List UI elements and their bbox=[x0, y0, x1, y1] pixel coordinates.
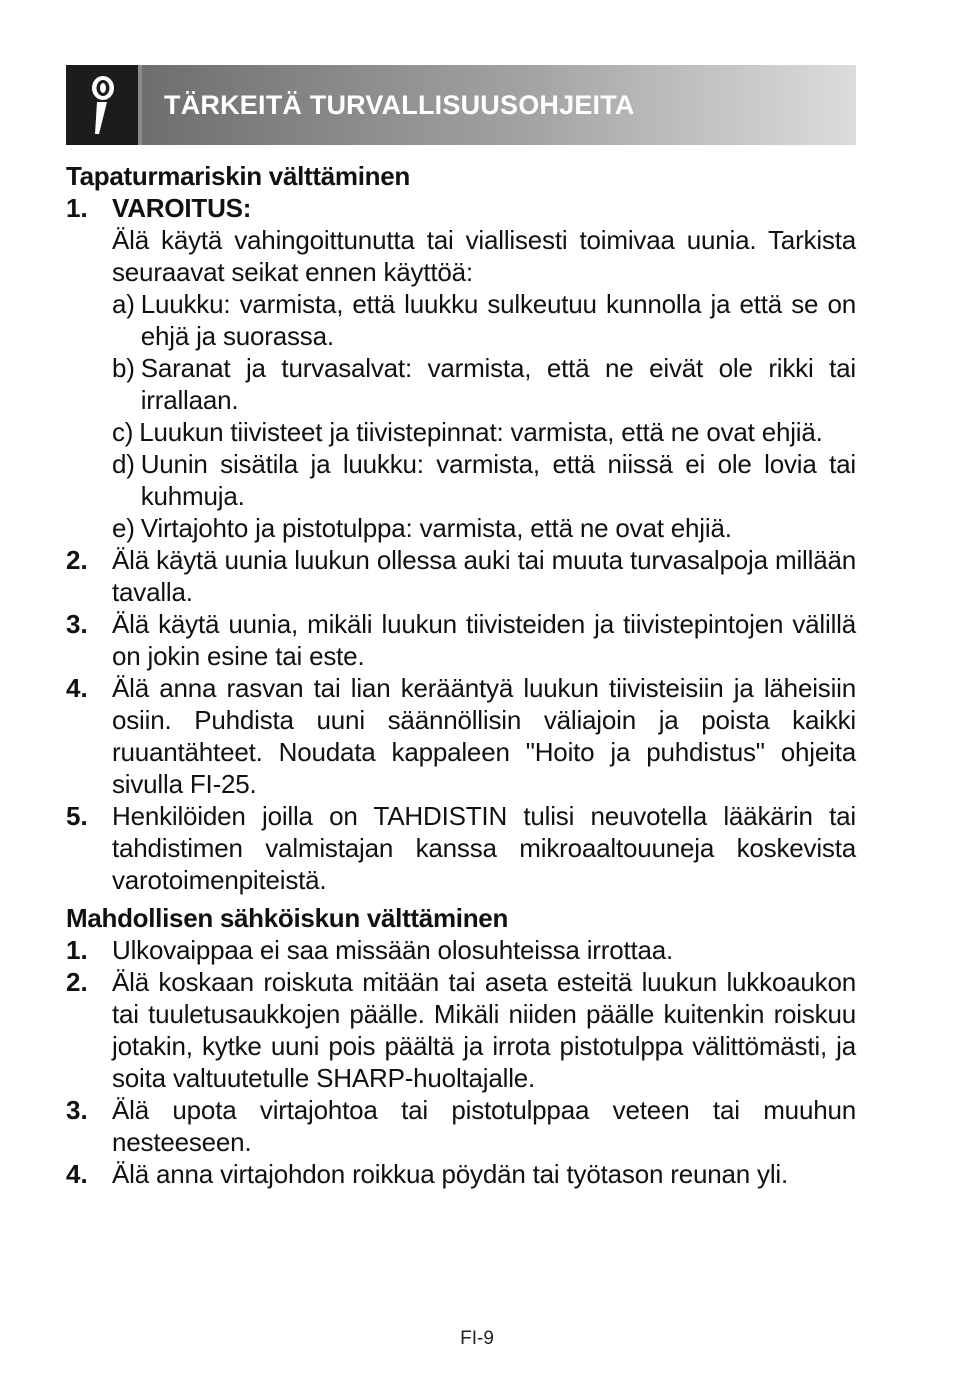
item-number: 1. bbox=[66, 935, 88, 965]
sub-item-text: Luukku: varmista, että luukku sulkeutuu kunnolla ja että se on ehjä ja suorassa. bbox=[140, 289, 856, 351]
accident-list bbox=[66, 192, 856, 896]
item-text: Älä anna rasvan tai lian kerääntyä luukun tiivisteisiin ja läheisiin osiin. Puhdista uuni säännöllisin väliajoin ja poista kaikki ruuantähteet. Noudata kappaleen "Hoito ja puhdistus" ohjeita sivulla FI-25. bbox=[112, 673, 856, 799]
item-text: Älä koskaan roiskuta mitään tai aseta esteitä luukun lukkoaukon tai tuuletusaukkojen päälle. Mikäli niiden päälle kuitenkin roiskuu jotakin, kytke uuni pois päältä ja irrota pistotulppa välittömästi, ja soita valtuutetulle SHARP-huoltajalle. bbox=[112, 967, 856, 1093]
sub-item bbox=[112, 288, 856, 352]
warning-label: VAROITUS: bbox=[112, 193, 252, 223]
list-item bbox=[66, 544, 856, 608]
banner-icon-box bbox=[66, 65, 142, 145]
item-number: 3. bbox=[66, 1095, 88, 1125]
item-number: 2. bbox=[66, 545, 88, 575]
section-heading-accident: Tapaturmariskin välttäminen bbox=[66, 161, 410, 191]
sub-item-text: Uunin sisätila ja luukku: varmista, että niissä ei ole lovia tai kuhmuja. bbox=[140, 449, 856, 511]
list-item bbox=[66, 934, 856, 966]
list-item bbox=[66, 1158, 856, 1190]
item-text: Älä käytä uunia luukun ollessa auki tai muuta turvasalpoja millään tavalla. bbox=[112, 545, 856, 607]
sub-item bbox=[112, 416, 856, 448]
sub-item-letter: d) bbox=[112, 449, 135, 479]
section-banner bbox=[66, 65, 856, 145]
item-text: Älä anna virtajohdon roikkua pöydän tai työtason reunan yli. bbox=[112, 1159, 788, 1189]
banner-title-box bbox=[142, 65, 856, 145]
list-item bbox=[66, 966, 856, 1094]
item-number: 1. bbox=[66, 193, 88, 223]
item-number: 3. bbox=[66, 609, 88, 639]
section-heading-electric-shock: Mahdollisen sähköiskun välttäminen bbox=[66, 903, 509, 933]
list-item bbox=[66, 608, 856, 672]
electric-shock-list bbox=[66, 934, 856, 1190]
sub-item-letter: e) bbox=[112, 513, 135, 543]
item-text: Henkilöiden joilla on TAHDISTIN tulisi neuvotella lääkärin tai tahdistimen valmistajan kanssa mikroaaltouuneja koskevista varotoimenpiteistä. bbox=[112, 801, 856, 895]
list-item bbox=[66, 672, 856, 800]
sub-item-letter: c) bbox=[112, 417, 134, 447]
item-text: Älä käytä uunia, mikäli luukun tiivisteiden ja tiivistepintojen välillä on jokin esine tai este. bbox=[112, 609, 856, 671]
sub-item-text: Virtajohto ja pistotulppa: varmista, että ne ovat ehjiä. bbox=[140, 513, 732, 543]
item-number: 4. bbox=[66, 673, 88, 703]
document-body bbox=[66, 160, 856, 1190]
item-text: Älä upota virtajohtoa tai pistotulppaa veteen tai muuhun nesteeseen. bbox=[112, 1095, 856, 1157]
page-number: FI-9 bbox=[460, 1328, 494, 1349]
list-item bbox=[66, 800, 856, 896]
item-text: Älä käytä vahingoittunutta tai viallisesti toimivaa uunia. Tarkista seuraavat seikat ennen käyttöä: bbox=[112, 225, 856, 287]
pen-warning-icon bbox=[82, 72, 122, 138]
sub-item-letter: a) bbox=[112, 289, 135, 319]
sub-item bbox=[112, 448, 856, 512]
sub-item bbox=[112, 352, 856, 416]
item-text: Ulkovaippaa ei saa missään olosuhteissa irrottaa. bbox=[112, 935, 674, 965]
item-number: 5. bbox=[66, 801, 88, 831]
list-item bbox=[66, 1094, 856, 1158]
item-number: 2. bbox=[66, 967, 88, 997]
sub-item-text: Luukun tiivisteet ja tiivistepinnat: varmista, että ne ovat ehjiä. bbox=[139, 417, 823, 447]
item-body bbox=[112, 192, 856, 544]
sub-item-letter: b) bbox=[112, 353, 135, 383]
sub-item-text: Saranat ja turvasalvat: varmista, että ne eivät ole rikki tai irrallaan. bbox=[140, 353, 856, 415]
item-number: 4. bbox=[66, 1159, 88, 1189]
sub-item bbox=[112, 512, 856, 544]
list-item bbox=[66, 192, 856, 544]
page-title: TÄRKEITÄ TURVALLISUUSOHJEITA bbox=[164, 89, 635, 120]
